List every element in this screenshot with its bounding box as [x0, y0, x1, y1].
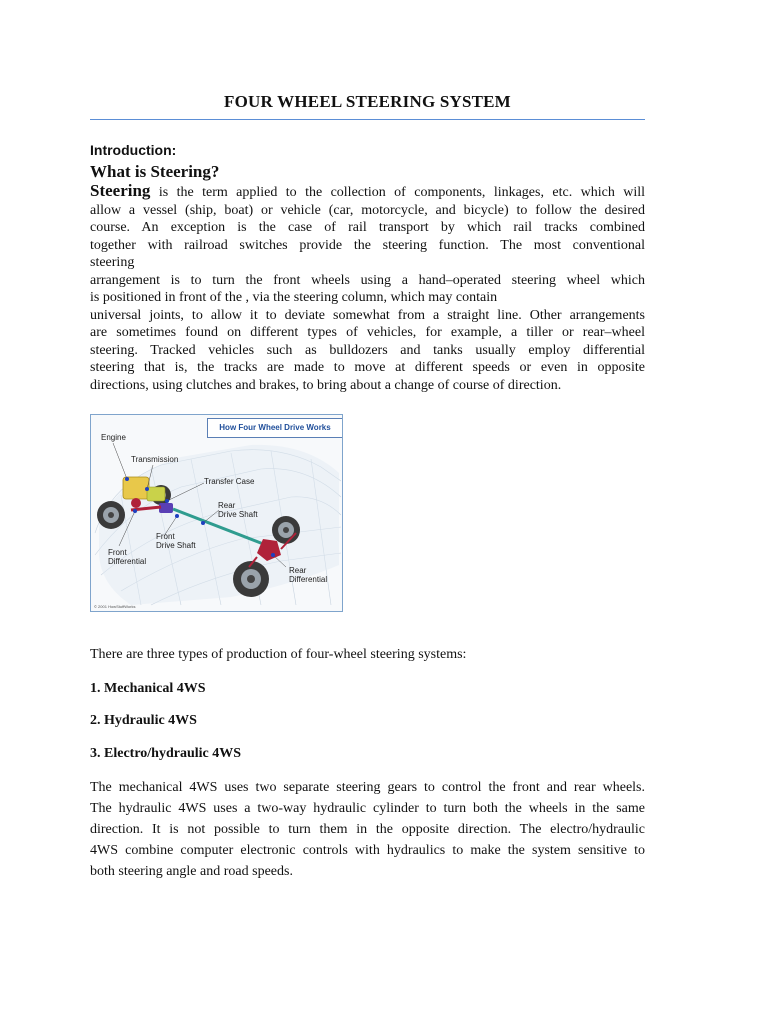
- label-rear-differential: Rear Differential: [289, 566, 328, 584]
- title-divider: [90, 119, 645, 120]
- label-rear-drive-shaft: Rear Drive Shaft: [218, 501, 258, 519]
- para-line: direction. It is not possible to turn them in the opposite direction. The electro/hydraulic: [90, 822, 645, 837]
- para-line: The mechanical 4WS uses two separate steering gears to control the front and rear wheels.: [90, 780, 645, 795]
- para-line: is positioned in front of the , via the steering column, which may contain: [90, 290, 498, 305]
- para-line: Steering is the term applied to the collection of components, linkages, etc. which will: [90, 181, 645, 200]
- type-item-mechanical: 1. Mechanical 4WS: [90, 681, 206, 696]
- closing-paragraph: [90, 777, 645, 882]
- intro-heading: Introduction:: [90, 142, 177, 158]
- para-line: allow a vessel (ship, boat) or vehicle (car, motorcycle, and bicycle) to follow the desired: [90, 202, 645, 218]
- para-line: course. An exception is the case of rail transport by which rail tracks combined: [90, 220, 645, 235]
- label-front-differential: Front Differential: [108, 548, 147, 566]
- steering-lead-word: Steering: [90, 181, 151, 200]
- para-line: steering. Tracked vehicles such as bulldozers and tanks usually employ differential: [90, 342, 645, 358]
- para-line: directions, using clutches and brakes, to bring about a change of course of direction.: [90, 377, 562, 393]
- label-transfer-case: Transfer Case: [204, 477, 255, 486]
- label-transmission: Transmission: [131, 455, 179, 464]
- page-title: FOUR WHEEL STEERING SYSTEM: [224, 92, 511, 111]
- para-line: both steering angle and road speeds.: [90, 864, 293, 879]
- label-front-drive-shaft: Front Drive Shaft: [156, 532, 196, 550]
- para-line: arrangement is to turn the front wheels using a hand–operated steering wheel which: [90, 272, 645, 288]
- para-line: are sometimes found on different types of vehicles, for example, a tiller or rear–wheel: [90, 325, 645, 340]
- types-intro: There are three types of production of four-wheel steering systems:: [90, 647, 467, 662]
- para-line: together with railroad switches provide the steering function. The most conventional: [90, 237, 645, 253]
- para-line: The hydraulic 4WS uses a two-way hydraulic cylinder to turn both the wheels in the same: [90, 801, 645, 816]
- type-item-electro-hydraulic: 3. Electro/hydraulic 4WS: [90, 746, 242, 761]
- para-line: universal joints, to allow it to deviate somewhat from a straight line. Other arrangements: [90, 307, 645, 323]
- figure-title: How Four Wheel Drive Works: [207, 418, 343, 438]
- section-heading: What is Steering?: [90, 162, 220, 181]
- steering-paragraph: [90, 182, 645, 394]
- type-item-hydraulic: 2. Hydraulic 4WS: [90, 713, 197, 728]
- para-line: 4WS combine computer electronic controls with hydraulics to make the system sensitive to: [90, 843, 645, 858]
- para-line: steering that is, the tracks are made to move at different speeds or even in opposite: [90, 360, 645, 375]
- label-engine: Engine: [101, 433, 126, 442]
- four-wheel-drive-figure: [90, 414, 343, 612]
- para-line: steering: [90, 255, 135, 270]
- figure-copyright: © 2001 HowStuffWorks: [94, 604, 136, 609]
